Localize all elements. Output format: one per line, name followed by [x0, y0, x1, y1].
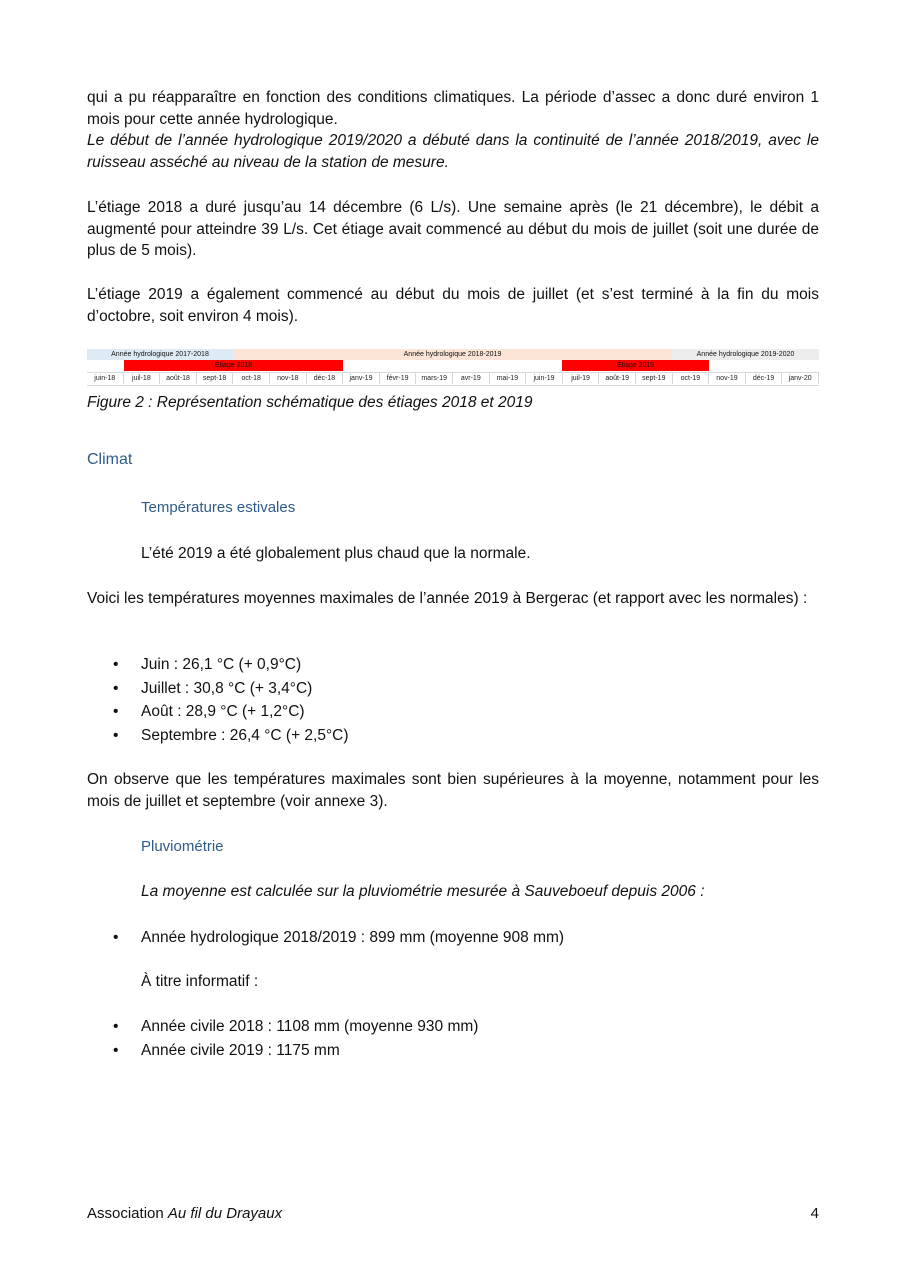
section-heading-climat: Climat — [87, 451, 133, 468]
timeline-month-cell: sept-18 — [197, 373, 234, 384]
paragraph-assec: qui a pu réapparaître en fonction des conditions climatiques. La période d’assec a donc duré environ 1 mois pour cette année hydrologique. — [87, 89, 819, 128]
pluvio-hydro-list — [87, 926, 819, 950]
timeline-month-cell: oct-18 — [233, 373, 270, 384]
timeline-year-2017-2018: Année hydrologique 2017-2018 — [87, 349, 233, 360]
paragraph-etiage-2018: L’étiage 2018 a duré jusqu’au 14 décembre (6 L/s). Une semaine après (le 21 décembre), le débit a augmenté pour atteindre 39 L/s. Cet étiage avait commencé au début du mois de juillet (soit une durée de plus de 5 mois). — [87, 199, 819, 259]
paragraph-debut-annee: Le début de l’année hydrologique 2019/2020 a débuté dans la continuité de l’année 2018/2019, avec le ruisseau asséché au niveau de la station de mesure. — [87, 132, 819, 171]
list-item: • Juillet : 30,8 °C (+ 3,4°C) — [87, 677, 819, 701]
paragraph-observe: On observe que les températures maximales sont bien supérieures à la moyenne, notamment pour les mois de juillet et septembre (voir annexe 3). — [87, 771, 819, 810]
timeline-month-cell: déc-18 — [307, 373, 344, 384]
timeline-month-cell: juil-19 — [563, 373, 600, 384]
timeline-month-cell: mars-19 — [416, 373, 453, 384]
timeline-months-row — [87, 372, 819, 386]
etiage-timeline-figure — [87, 349, 819, 384]
list-item: • Année hydrologique 2018/2019 : 899 mm (moyenne 908 mm) — [87, 926, 819, 950]
timeline-month-cell: août-19 — [599, 373, 636, 384]
timeline-month-cell: nov-18 — [270, 373, 307, 384]
figure-caption: Figure 2 : Représentation schématique des étiages 2018 et 2019 — [87, 394, 533, 411]
timeline-month-cell: nov-19 — [709, 373, 746, 384]
timeline-month-cell: sept-19 — [636, 373, 673, 384]
timeline-month-cell: juil-18 — [124, 373, 161, 384]
timeline-month-cell: août-18 — [160, 373, 197, 384]
subheading-temperatures: Températures estivales — [141, 499, 296, 516]
timeline-year-2019-2020: Année hydrologique 2019-2020 — [672, 349, 819, 360]
timeline-month-cell: juin-19 — [526, 373, 563, 384]
timeline-month-cell: mai-19 — [490, 373, 527, 384]
paragraph-moyenne: La moyenne est calculée sur la pluviométrie mesurée à Sauveboeuf depuis 2006 : — [141, 883, 705, 900]
timeline-etiage-2018: Étiage 2018 — [124, 360, 343, 371]
timeline-month-cell: oct-19 — [673, 373, 710, 384]
list-item: • Année civile 2019 : 1175 mm — [87, 1039, 819, 1063]
timeline-month-cell: févr-19 — [380, 373, 417, 384]
timeline-month-cell: janv-19 — [343, 373, 380, 384]
paragraph-titre-informatif: À titre informatif : — [141, 973, 259, 990]
timeline-month-cell: déc-19 — [746, 373, 783, 384]
list-item: • Septembre : 26,4 °C (+ 2,5°C) — [87, 724, 819, 748]
list-item: • Année civile 2018 : 1108 mm (moyenne 930 mm) — [87, 1015, 819, 1039]
timeline-years-row — [87, 349, 819, 360]
timeline-month-cell: janv-20 — [782, 373, 819, 384]
timeline-month-cell: juin-18 — [87, 373, 124, 384]
paragraph-ete-2019: L’été 2019 a été globalement plus chaud que la normale. — [141, 545, 531, 562]
timeline-etiage-row — [87, 360, 819, 371]
subheading-pluviometrie: Pluviométrie — [141, 838, 224, 855]
timeline-etiage-2019: Étiage 2019 — [562, 360, 709, 371]
timeline-year-2018-2019: Année hydrologique 2018-2019 — [233, 349, 672, 360]
paragraph-voici-temperatures: Voici les températures moyennes maximales de l’année 2019 à Bergerac (et rapport avec les normales) : — [87, 590, 808, 607]
page-number: 4 — [810, 1205, 819, 1222]
paragraph-etiage-2019: L’étiage 2019 a également commencé au début du mois de juillet (et s’est terminé à la fin du mois d’octobre, soit environ 4 mois). — [87, 286, 819, 325]
pluvio-civile-list — [87, 1015, 819, 1062]
temperatures-list — [87, 653, 819, 747]
timeline-month-cell: avr-19 — [453, 373, 490, 384]
list-item: • Août : 28,9 °C (+ 1,2°C) — [87, 700, 819, 724]
list-item: • Juin : 26,1 °C (+ 0,9°C) — [87, 653, 819, 677]
footer-association: Association Au fil du Drayaux — [87, 1205, 283, 1222]
